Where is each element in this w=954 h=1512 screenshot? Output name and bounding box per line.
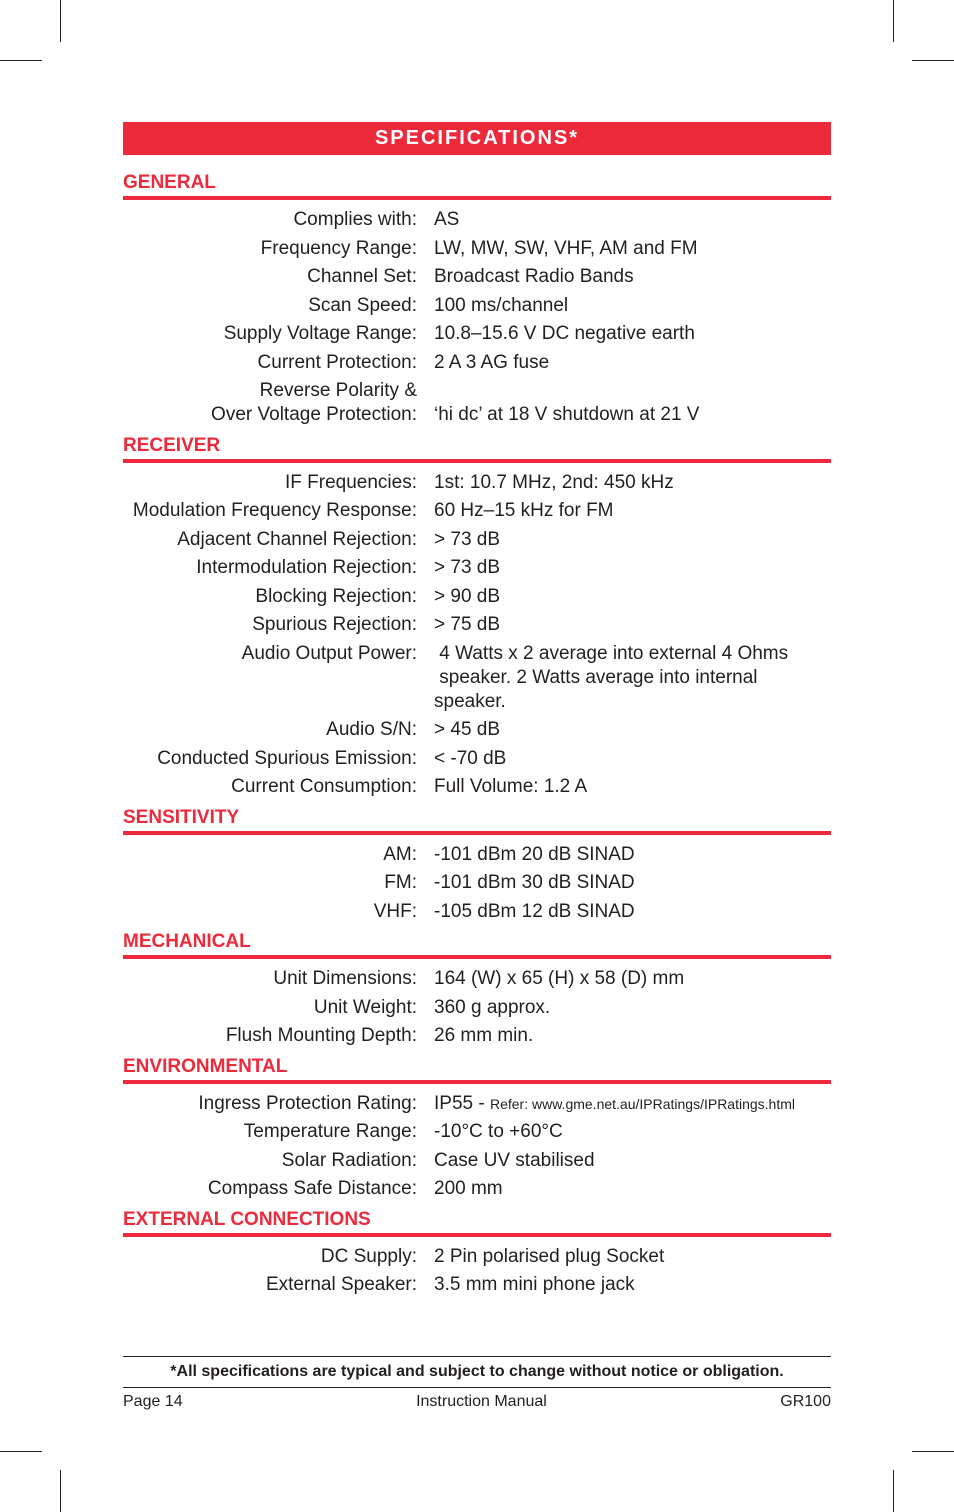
spec-label: Adjacent Channel Rejection: <box>177 528 417 550</box>
crop-mark <box>60 0 61 42</box>
spec-label: Audio S/N: <box>326 719 417 740</box>
spec-row <box>123 1273 831 1297</box>
spec-rows <box>123 200 831 427</box>
spec-row <box>123 585 831 609</box>
spec-value-text: 2 A 3 AG fuse <box>434 351 550 373</box>
spec-value-text: 1st: 10.7 MHz, 2nd: 450 kHz <box>434 471 674 493</box>
spec-value <box>434 1245 831 1269</box>
spec-label: External Speaker: <box>265 1274 417 1295</box>
spec-label: DC Supply: <box>320 1245 417 1267</box>
spec-value <box>434 1149 831 1173</box>
spec-row <box>123 900 831 924</box>
spec-value <box>434 613 831 637</box>
model-number: GR100 <box>780 1392 831 1410</box>
spec-row <box>123 613 831 637</box>
spec-sections <box>123 169 831 1297</box>
spec-value <box>434 379 831 427</box>
spec-section <box>123 1053 831 1202</box>
spec-value-text: > 75 dB <box>434 614 501 635</box>
spec-value-text: 10.8–15.6 V DC negative earth <box>434 323 695 344</box>
section-heading: RECEIVER <box>123 432 831 463</box>
spec-label: Spurious Rejection: <box>252 614 417 635</box>
spec-row <box>123 996 831 1020</box>
spec-row <box>123 718 831 742</box>
spec-label: Supply Voltage Range: <box>223 323 417 344</box>
page-footer <box>123 1388 831 1416</box>
spec-value-text: -101 dBm 20 dB SINAD <box>434 843 635 865</box>
spec-label: Channel Set: <box>307 266 417 287</box>
spec-row <box>123 1024 831 1048</box>
spec-label: AM: <box>383 843 417 865</box>
spec-label: Intermodulation Rejection: <box>196 557 417 578</box>
spec-rows <box>123 1084 831 1202</box>
spec-value <box>434 499 831 523</box>
spec-row <box>123 471 831 495</box>
spec-row <box>123 967 831 991</box>
spec-value <box>434 1273 831 1297</box>
spec-row <box>123 208 831 232</box>
spec-label: Unit Weight: <box>313 996 417 1018</box>
spec-label: Current Protection: <box>257 351 417 373</box>
spec-row <box>123 294 831 318</box>
spec-value-text: Broadcast Radio Bands <box>434 266 634 287</box>
spec-value <box>434 967 831 991</box>
spec-label: Audio Output Power: <box>241 642 417 664</box>
spec-label: Reverse Polarity & Over Voltage Protection: <box>211 380 417 425</box>
spec-row <box>123 1177 831 1201</box>
spec-value-text: 200 mm <box>434 1178 503 1199</box>
spec-value <box>434 775 831 799</box>
spec-row <box>123 556 831 580</box>
spec-value <box>434 322 831 346</box>
spec-value <box>434 294 831 318</box>
spec-section <box>123 169 831 427</box>
spec-page <box>123 122 831 1416</box>
spec-value <box>434 747 831 771</box>
section-heading: SENSITIVITY <box>123 804 831 835</box>
spec-value <box>434 996 831 1020</box>
crop-mark <box>912 1451 954 1452</box>
spec-section <box>123 804 831 924</box>
spec-row <box>123 1092 831 1116</box>
spec-value <box>434 471 831 495</box>
spec-label: Frequency Range: <box>260 237 417 259</box>
spec-value <box>434 528 831 552</box>
spec-value <box>434 351 831 375</box>
spec-label: Solar Radiation: <box>281 1149 417 1171</box>
spec-section <box>123 928 831 1048</box>
spec-label: VHF: <box>373 900 417 922</box>
spec-value-text: IP55 - <box>434 1092 490 1114</box>
spec-row <box>123 642 831 714</box>
spec-value <box>434 1120 831 1144</box>
crop-mark <box>0 1451 42 1452</box>
spec-label: Scan Speed: <box>308 294 417 316</box>
spec-label: Complies with: <box>293 209 417 230</box>
spec-value-text: -101 dBm 30 dB SINAD <box>434 872 635 893</box>
spec-section <box>123 432 831 800</box>
spec-value-text: < -70 dB <box>434 747 507 769</box>
spec-row <box>123 871 831 895</box>
spec-label: FM: <box>384 872 417 893</box>
spec-value <box>434 208 831 232</box>
spec-label: Unit Dimensions: <box>273 968 417 989</box>
spec-value <box>434 556 831 580</box>
spec-value <box>434 900 831 924</box>
spec-rows <box>123 1237 831 1298</box>
manual-title: Instruction Manual <box>416 1392 547 1410</box>
spec-value <box>434 237 831 261</box>
spec-label: Blocking Rejection: <box>255 585 417 607</box>
spec-row <box>123 499 831 523</box>
crop-mark <box>893 1470 894 1512</box>
spec-row <box>123 322 831 346</box>
spec-value-text: AS <box>434 209 460 230</box>
spec-value-text: 3.5 mm mini phone jack <box>434 1274 635 1295</box>
spec-value-text: ‘hi dc’ at 18 V shutdown at 21 V <box>434 404 700 425</box>
section-heading: MECHANICAL <box>123 928 831 959</box>
spec-row <box>123 379 831 427</box>
spec-value-text: 164 (W) x 65 (H) x 58 (D) mm <box>434 968 685 989</box>
spec-value <box>434 871 831 895</box>
spec-value <box>434 1092 831 1116</box>
spec-value-text: > 73 dB <box>434 528 501 550</box>
spec-row <box>123 1149 831 1173</box>
spec-label: Temperature Range: <box>243 1121 417 1142</box>
spec-value-text: LW, MW, SW, VHF, AM and FM <box>434 237 698 259</box>
spec-value-text: 4 Watts x 2 average into external 4 Ohms speaker. 2 Watts average into internal speaker. <box>434 642 789 712</box>
spec-label: Conducted Spurious Emission: <box>157 747 417 769</box>
spec-value-text: 60 Hz–15 kHz for FM <box>434 500 614 521</box>
spec-rows <box>123 835 831 924</box>
section-heading: ENVIRONMENTAL <box>123 1053 831 1084</box>
crop-mark <box>0 60 42 61</box>
spec-value <box>434 1024 831 1048</box>
spec-row <box>123 775 831 799</box>
spec-value <box>434 718 831 742</box>
spec-row <box>123 747 831 771</box>
section-heading: EXTERNAL CONNECTIONS <box>123 1206 831 1237</box>
spec-value-reference: Refer: www.gme.net.au/IPRatings/IPRatings.html <box>489 1095 796 1112</box>
spec-rows <box>123 463 831 800</box>
spec-value-text: 2 Pin polarised plug Socket <box>434 1245 665 1267</box>
spec-value <box>434 1177 831 1201</box>
spec-row <box>123 1120 831 1144</box>
spec-section <box>123 1206 831 1298</box>
spec-label: IF Frequencies: <box>285 471 417 493</box>
spec-value <box>434 265 831 289</box>
spec-label: Ingress Protection Rating: <box>198 1092 417 1114</box>
crop-mark <box>893 0 894 42</box>
spec-rows <box>123 959 831 1048</box>
page-number: Page 14 <box>123 1392 183 1410</box>
spec-value <box>434 642 831 714</box>
spec-value-text: Case UV stabilised <box>434 1149 595 1171</box>
spec-label: Modulation Frequency Response: <box>132 500 417 521</box>
spec-value-text: > 45 dB <box>434 719 501 740</box>
spec-value-text: 26 mm min. <box>434 1025 534 1046</box>
spec-value-text: > 90 dB <box>434 585 501 607</box>
spec-row <box>123 351 831 375</box>
spec-value-text: > 73 dB <box>434 557 501 578</box>
section-heading: GENERAL <box>123 169 831 200</box>
footnote: *All specifications are typical and subject to change without notice or obligation. <box>123 1357 831 1388</box>
crop-mark <box>60 1470 61 1512</box>
page-title: SPECIFICATIONS* <box>123 122 831 155</box>
spec-value-text: -10°C to +60°C <box>434 1121 563 1142</box>
spec-value-text: 100 ms/channel <box>434 294 569 316</box>
spec-row <box>123 237 831 261</box>
spec-value <box>434 843 831 867</box>
spec-row <box>123 1245 831 1269</box>
spec-label: Current Consumption: <box>231 776 417 797</box>
spec-row <box>123 265 831 289</box>
spec-row <box>123 528 831 552</box>
spec-value-text: 360 g approx. <box>434 996 551 1018</box>
crop-mark <box>912 60 954 61</box>
spec-label: Flush Mounting Depth: <box>225 1025 417 1046</box>
spec-value-text: Full Volume: 1.2 A <box>434 776 588 797</box>
spec-row <box>123 843 831 867</box>
spec-label: Compass Safe Distance: <box>207 1178 417 1199</box>
spec-value <box>434 585 831 609</box>
spec-value-text: -105 dBm 12 dB SINAD <box>434 900 635 922</box>
